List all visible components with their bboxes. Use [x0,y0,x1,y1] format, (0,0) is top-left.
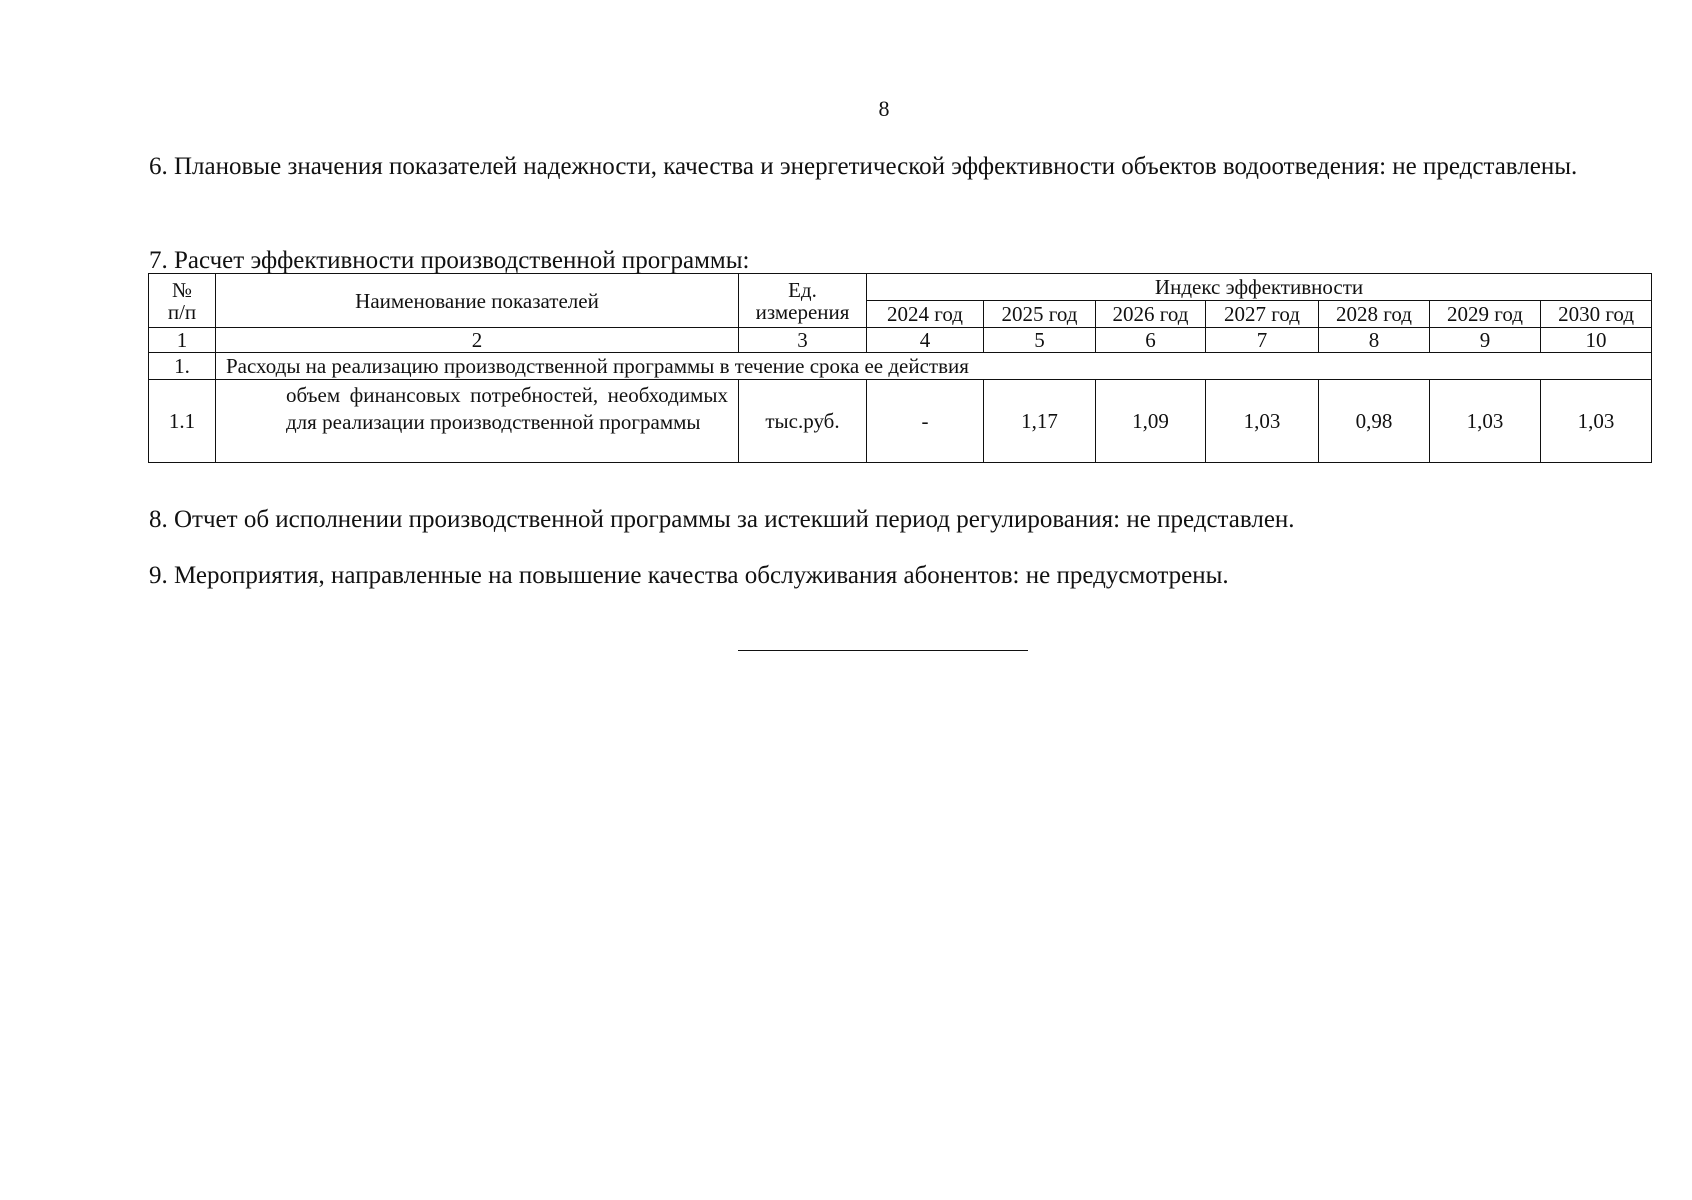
column-number: 6 [1096,328,1206,353]
data-row-value-2024: - [867,380,984,463]
data-row-value-2026: 1,09 [1096,380,1206,463]
column-number: 2 [216,328,739,353]
header-unit-cell [739,274,867,328]
header-unit-line2: измерения [755,299,850,324]
section-row-title: Расходы на реализацию производственной программы в течение срока ее действия [216,353,1652,380]
column-number: 8 [1319,328,1430,353]
data-row-value-2025: 1,17 [984,380,1096,463]
header-no-line2: п/п [167,299,197,324]
column-number: 7 [1206,328,1319,353]
section-7-title: 7. Расчет эффективности производственной программы: [149,247,750,274]
table-header-row [149,274,1652,301]
header-year: 2026 год [1096,301,1206,328]
column-number: 9 [1430,328,1541,353]
data-row-name: объем финансовых потребностей, необходимых для реализации производственной программы [216,380,739,463]
data-row-value-2028: 0,98 [1319,380,1430,463]
data-row-value-2030: 1,03 [1541,380,1652,463]
header-year: 2025 год [984,301,1096,328]
header-year: 2028 год [1319,301,1430,328]
header-no-line1: № [171,277,193,302]
header-no-cell [149,274,216,328]
header-year: 2030 год [1541,301,1652,328]
closing-divider [738,650,1028,651]
column-number: 5 [984,328,1096,353]
data-row-no: 1.1 [149,380,216,463]
page-number: 8 [878,96,890,121]
efficiency-table [148,273,1652,463]
column-number: 1 [149,328,216,353]
section-8-paragraph: 8. Отчет об исполнении производственной программы за истекший период регулирования: не представлен. [149,506,1295,533]
header-name: Наименование показателей [216,274,739,328]
data-row-value-2029: 1,03 [1430,380,1541,463]
section-6-paragraph: 6. Плановые значения показателей надежности, качества и энергетической эффективности объектов водоотведения: не представлены. [149,153,1578,180]
table-section-row [149,353,1652,380]
header-index-group: Индекс эффективности [867,274,1652,301]
column-number: 3 [739,328,867,353]
column-number-row [149,328,1652,353]
table-row [149,380,1652,463]
column-number: 4 [867,328,984,353]
data-row-value-2027: 1,03 [1206,380,1319,463]
data-row-unit: тыс.руб. [739,380,867,463]
section-9-paragraph: 9. Мероприятия, направленные на повышение качества обслуживания абонентов: не предусмотрены. [149,562,1229,589]
column-number: 10 [1541,328,1652,353]
header-unit-line1: Ед. [788,277,817,302]
section-row-no: 1. [149,353,216,380]
header-year: 2024 год [867,301,984,328]
header-year: 2027 год [1206,301,1319,328]
header-year: 2029 год [1430,301,1541,328]
